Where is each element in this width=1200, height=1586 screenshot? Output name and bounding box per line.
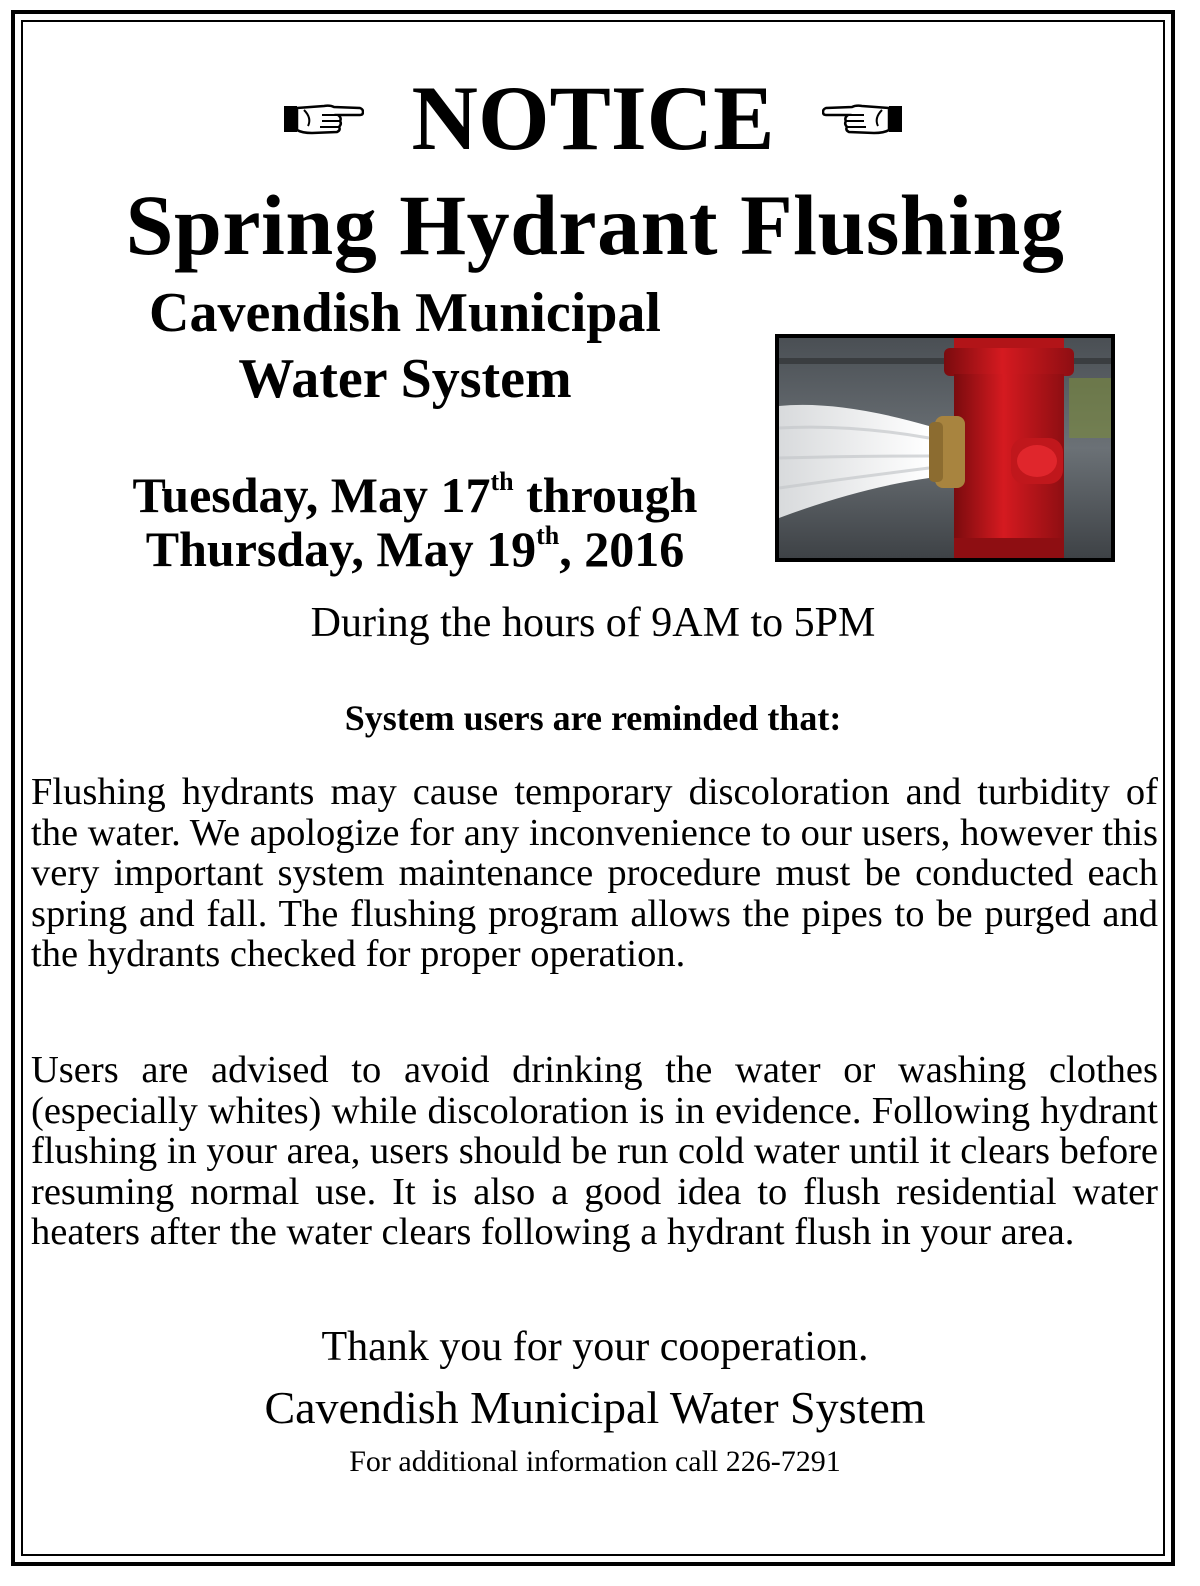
- thank-you-line: Thank you for your cooperation.: [321, 1324, 869, 1370]
- date-connector: through: [513, 467, 698, 523]
- end-date-ordinal: th: [536, 521, 560, 550]
- start-date: Tuesday, May 17: [132, 467, 491, 523]
- start-date-ordinal: th: [490, 467, 514, 496]
- flushing-dates: [60, 468, 770, 576]
- end-date-year: , 2016: [559, 521, 685, 577]
- notice-heading: NOTICE: [411, 67, 775, 169]
- paragraph-user-advice: Users are advised to avoid drinking the water or washing clothes (especially whites) while discoloration is in evidence. Following hydrant flushing in your area, users should be run cold water until it clears before resuming normal use. It is also a good idea to flush residential water heaters after the water clears following a hydrant flush in your area.: [31, 1049, 1158, 1254]
- paragraph-discoloration-notice: Flushing hydrants may cause temporary discoloration and turbidity of the water. We apologize for any inconvenience to our users, however this very important system maintenance procedure must be conducted each spring and fall. The flushing program allows the pipes to be purged and the hydrants checked for proper operation.: [31, 771, 1158, 976]
- hydrant-photo: [775, 334, 1115, 562]
- organization-name: [60, 280, 750, 412]
- end-date: Thursday, May 19: [145, 521, 537, 577]
- signature-organization: Cavendish Municipal Water System: [264, 1382, 926, 1433]
- flushing-hours: During the hours of 9AM to 5PM: [310, 600, 876, 646]
- start-date-line: [60, 468, 770, 522]
- pointing-hand-left-icon: [822, 96, 904, 140]
- end-date-line: [60, 522, 770, 576]
- reminder-heading: System users are reminded that:: [344, 698, 842, 738]
- contact-info: For additional information call 226-7291: [349, 1445, 841, 1478]
- notice-heading-row: [0, 68, 1186, 168]
- organization-line-2: Water System: [238, 348, 572, 410]
- organization-line-1: Cavendish Municipal: [149, 282, 661, 344]
- page-title: Spring Hydrant Flushing: [125, 177, 1065, 273]
- pointing-hand-right-icon: [282, 96, 364, 140]
